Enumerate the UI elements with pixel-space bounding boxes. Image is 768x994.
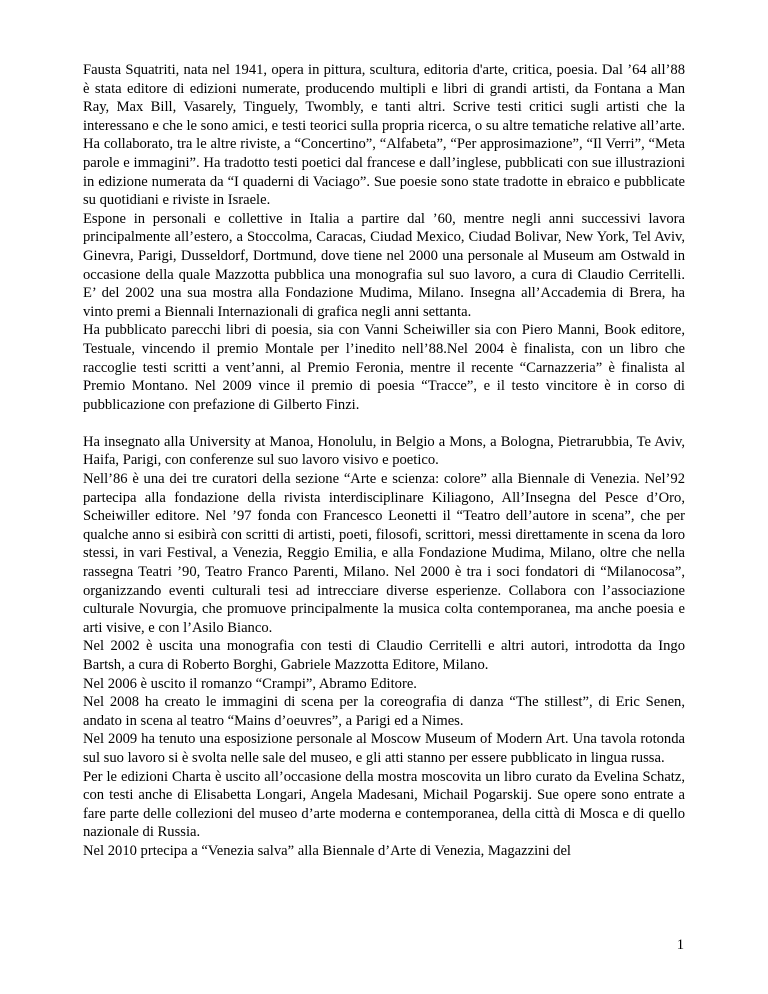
- paragraph-exhibitions: Espone in personali e collettive in Italia a partire dal ’60, mentre negli anni successivi lavora principalmente all’estero, a Stoccolma, Caracas, Ciudad Mexico, Ciudad Bolivar, New York, Tel Aviv, Ginevra, Parigi, Dusseldorf, Dortmund, dove tiene nel 2000 una personale al Museum am Ostwald in occasione della quale Mazzotta pubblica una monografia sul suo lavoro, a cura di Claudio Cerritelli. E’ del 2002 una sua mostra alla Fondazione Mudima, Milano. Insegna all’Accademia di Brera, ha vinto premi a Biennali Internazionali di grafica negli anni settanta.: [83, 210, 685, 320]
- paragraph-venezia-2010: Nel 2010 prtecipa a “Venezia salva” alla Biennale d’Arte di Venezia, Magazzini del: [83, 842, 571, 859]
- document-body: [83, 61, 685, 861]
- paragraph-biennale: Nell’86 è una dei tre curatori della sezione “Arte e scienza: colore” alla Biennale di Venezia. Nel’92 partecipa alla fondazione della rivista interdisciplinare Kiliagono, All’Insegna del Pesce d’Oro, Scheiwiller editore. Nel ’97 fonda con Francesco Leonetti il “Teatro dell’autore in scena”, che per qualche anno si esibirà con scritti di artisti, poeti, filosofi, scrittori, messi direttamente in scena da loro stessi, in vari Festival, a Venezia, Reggio Emilia, e alla Fondazione Mudima, Milano, oltre che nella rassegna Teatri ’90, Teatro Franco Parenti, Milano. Nel 2000 è tra i soci fondatori di “Milanocosa”, organizzando eventi culturali tesi ad intrecciare diverse esperienze. Collabora con l’associazione culturale Novurgia, che promuove principalmente la musica colta contemporanea, ma anche poesia e arti visive, e con l’Asilo Bianco.: [83, 471, 685, 636]
- paragraph-moscow-2009: Nel 2009 ha tenuto una esposizione personale al Moscow Museum of Modern Art. Una tavola rotonda sul suo lavoro si è svolta nelle sale del museo, e gli atti stanno per essere pubblicato in lingua russa.: [83, 731, 685, 766]
- paragraph-dance-2008: Nel 2008 ha creato le immagini di scena per la coreografia di danza “The stillest”, di Eric Senen, andato in scena al teatro “Mains d’oeuvres”, a Parigi ed a Nimes.: [83, 694, 685, 729]
- paragraph-poetry-books: Ha pubblicato parecchi libri di poesia, sia con Vanni Scheiwiller sia con Piero Manni, Book editore, Testuale, vincendo il premio Montale per l’inedito nell’88.Nel 2004 è finalista, con un libro che raccoglie testi scritti a vent’anni, al Premio Feronia, mentre il recente “Carnazzeria” è finalista al Premio Montano. Nel 2009 vince il premio di poesia “Tracce”, e il testo vincitore è in corso di pubblicazione con prefazione di Gilberto Finzi.: [83, 322, 685, 413]
- paragraph-monograph-2002: Nel 2002 è uscita una monografia con testi di Claudio Cerritelli e altri autori, introdotta da Ingo Bartsh, a cura di Roberto Borghi, Gabriele Mazzotta Editore, Milano.: [83, 638, 685, 673]
- page-number: 1: [676, 937, 684, 953]
- paragraph-teaching: Ha insegnato alla University at Manoa, Honolulu, in Belgio a Mons, a Bologna, Pietrarubbia, Te Aviv, Haifa, Parigi, con conferenze sul suo lavoro visivo e poetico.: [83, 433, 685, 469]
- paragraph-charta-book: Per le edizioni Charta è uscito all’occasione della mostra moscovita un libro curato da Evelina Schatz, con testi anche di Elisabetta Longari, Angela Madesani, Michail Pogarskij. Sue opere sono entrate a fare parte delle collezioni del museo d’arte moderna e contemporanea, della città di Mosca e di quello nazionale di Russia.: [83, 768, 685, 841]
- paragraph-bio-intro: Fausta Squatriti, nata nel 1941, opera in pittura, scultura, editoria d'arte, critica, poesia. Dal ’64 all’88 è stata editore di edizioni numerate, producendo multipli e libri di grandi artisti, da Fontana a Man Ray, Max Bill, Vasarely, Tinguely, Twombly, e tanti altri. Scrive testi critici sugli artisti che la interessano e che le sono amici, e testi teorici sulla propria ricerca, o su altre tematiche relative all’arte. Ha collaborato, tra le altre riviste, a “Concertino”, “Alfabeta”, “Per approsimazione”, “Il Verri”, “Meta parole e immagini”. Ha tradotto testi poetici dal francese e dall’inglese, pubblicati con sue illustrazioni in edizione numerata da “I quaderni di Vaciago”. Sue poesie sono state tradotte in ebraico e pubblicate su quotidiani e riviste in Israele.: [83, 62, 685, 209]
- paragraph-novel-2006: Nel 2006 è uscito il romanzo “Crampi”, Abramo Editore.: [83, 675, 417, 692]
- paragraph-gap: [83, 414, 685, 433]
